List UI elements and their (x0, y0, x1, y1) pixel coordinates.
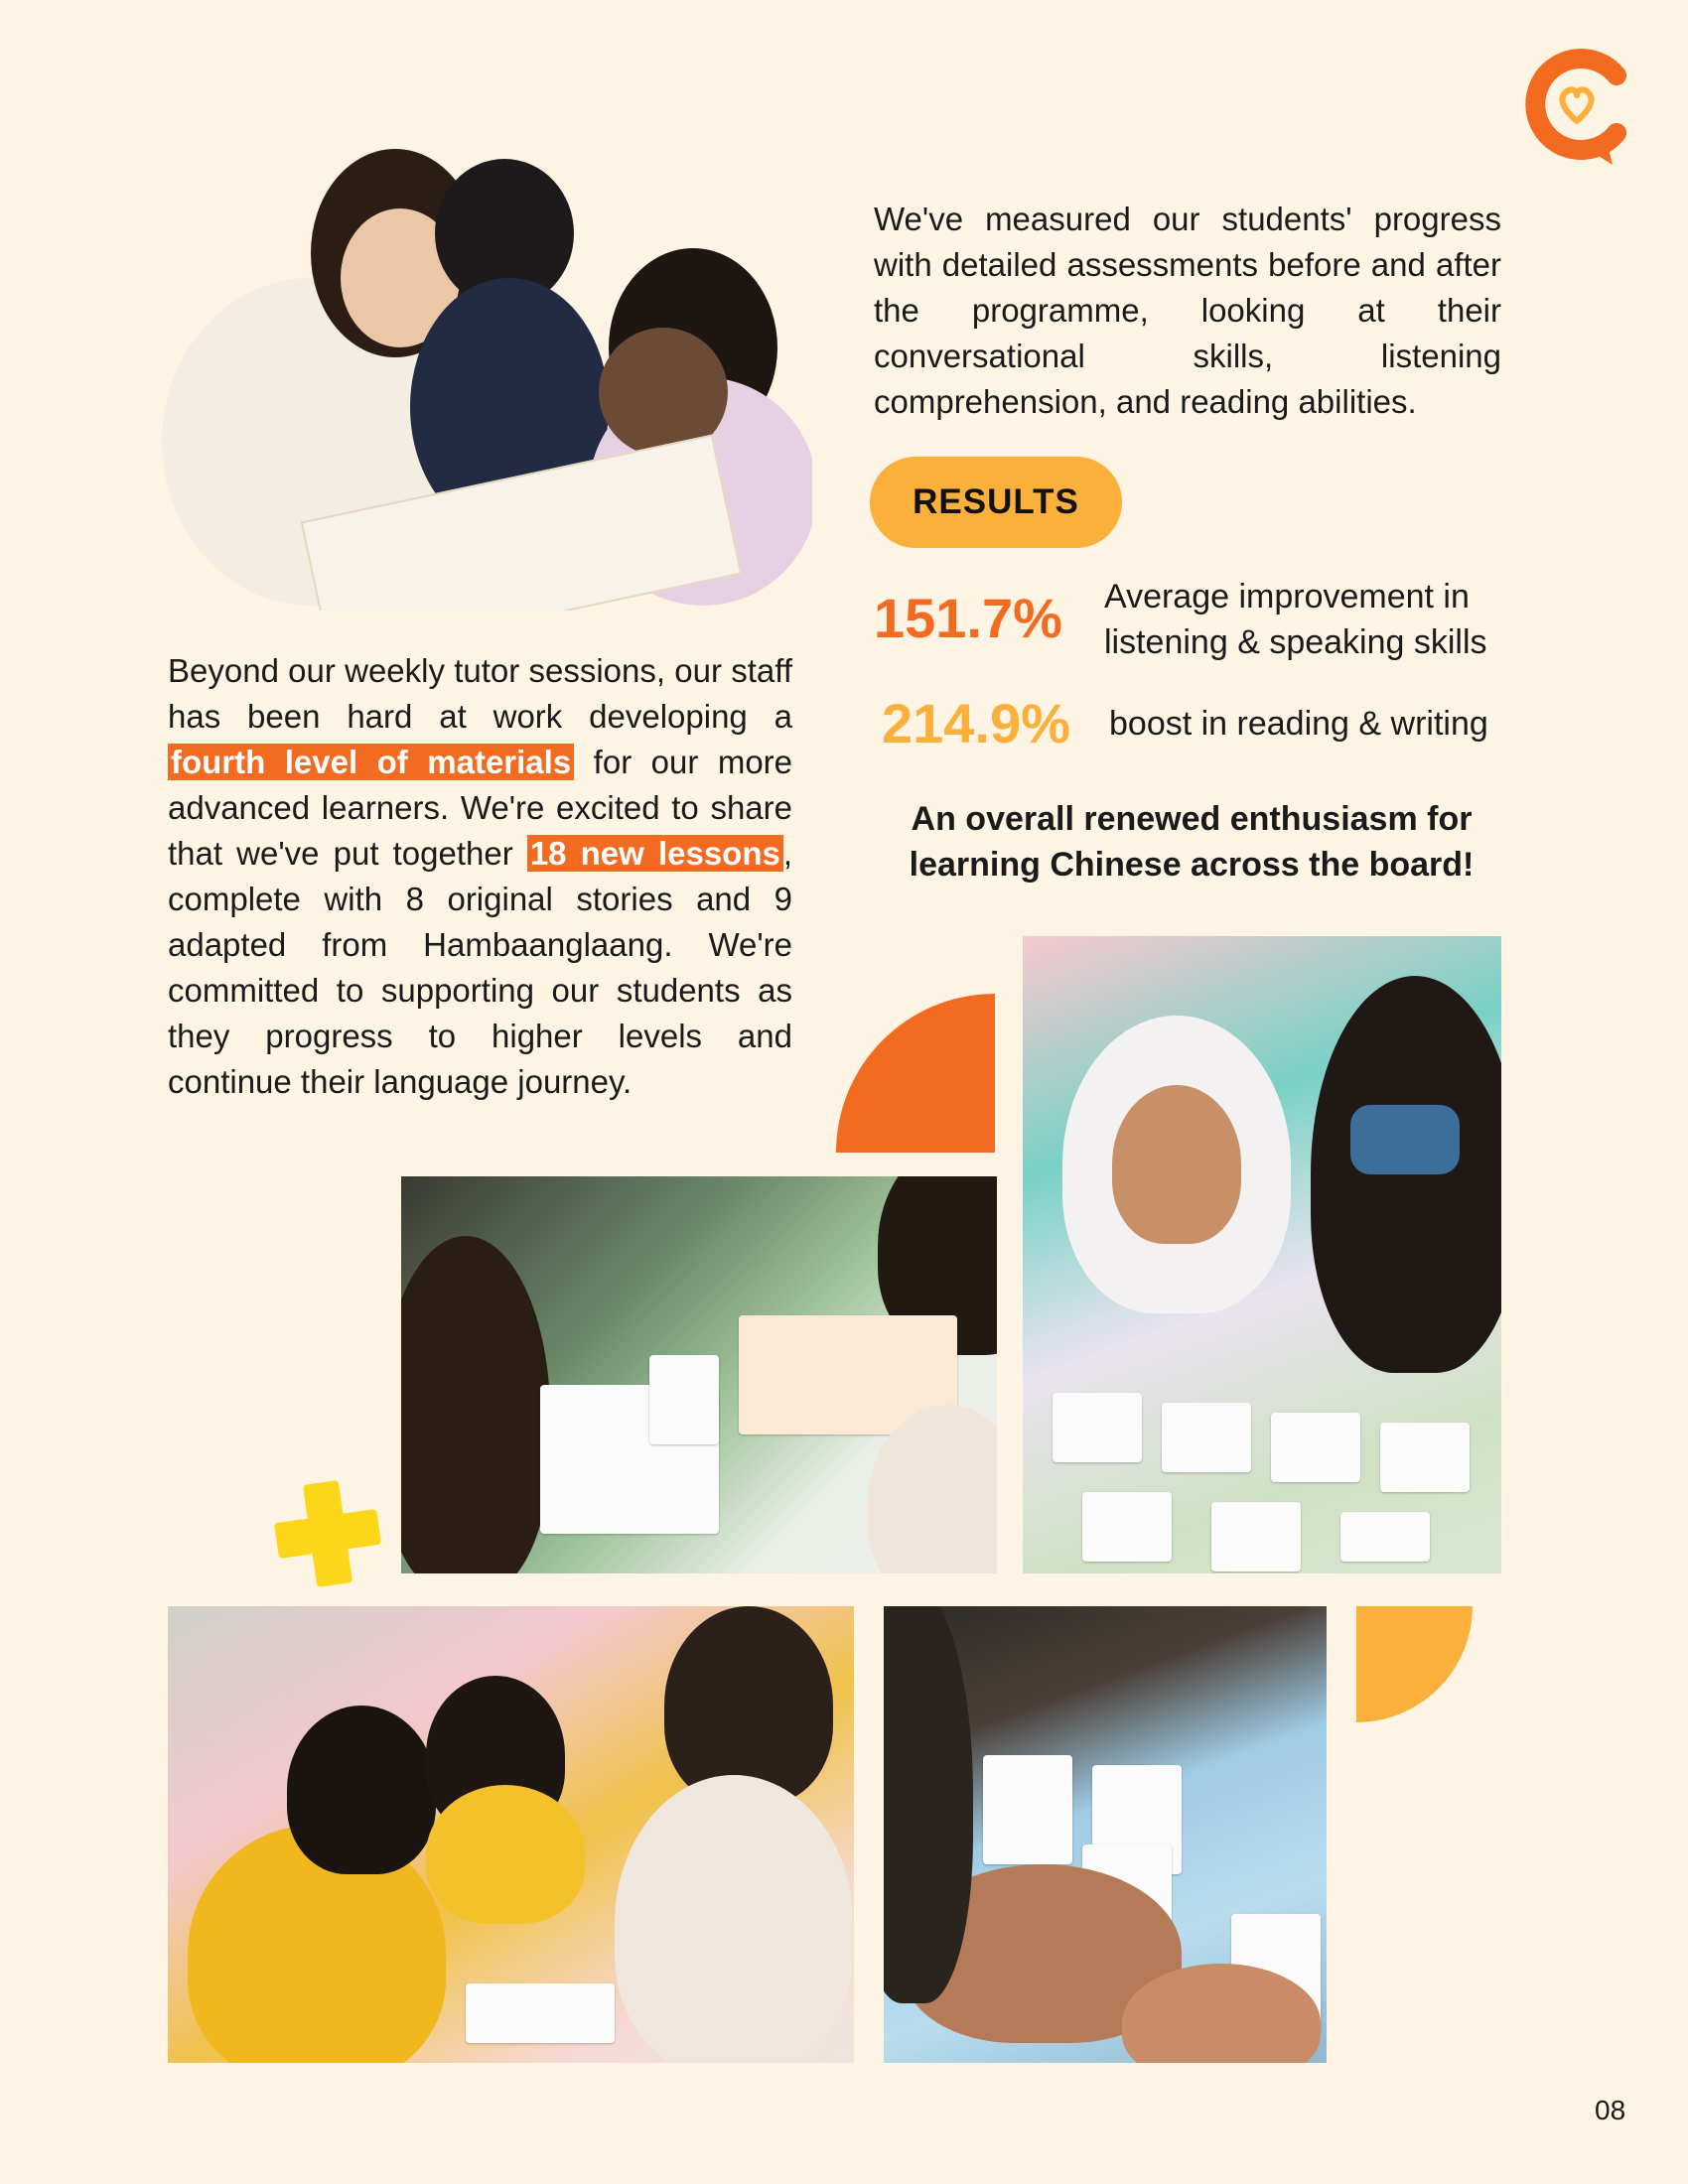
stat-value-listening: 151.7% (874, 587, 1062, 649)
flashcards-closeup-photo (884, 1606, 1327, 2063)
orange-quarter-circle (836, 994, 995, 1153)
body-paragraph (168, 648, 792, 1105)
results-label: RESULTS (870, 457, 1122, 548)
flashcard-table-photo (401, 1176, 997, 1573)
students-reading-photo (162, 149, 812, 611)
amber-quarter-circle (1356, 1606, 1473, 1722)
yellow-plus-shape (268, 1474, 387, 1593)
body-text-2: for our more advanced learners. We're excited to share that we've put together (168, 744, 793, 872)
body-text-1: Beyond our weekly tutor sessions, our staff has been hard at work developing a (168, 652, 792, 735)
intro-paragraph: We've measured our students' progress with detailed assessments before and after the programme, looking at their conversational skills, listening comprehension, and reading abilities. (874, 201, 1501, 420)
highlight-fourth-level: fourth level of materials (168, 744, 574, 780)
classroom-writing-photo (168, 1606, 854, 2063)
stat-description-reading: boost in reading & writing (1109, 705, 1488, 743)
page-number: 08 (1595, 2095, 1626, 2125)
stat-value-reading: 214.9% (882, 692, 1070, 754)
results-summary: An overall renewed enthusiasm for learning Chinese across the board! (909, 800, 1475, 884)
student-matching-cards-photo (1023, 936, 1501, 1573)
body-text-3: , complete with 8 original stories and 9 adapted from Hambaanglaang. We're committed to supporting our students as they progress to higher levels and continue their language journey. (168, 835, 793, 1100)
highlight-new-lessons: 18 new lessons (527, 835, 783, 872)
stat-description-listening: Average improvement in listening & speaking skills (1104, 578, 1487, 661)
speech-bubble-heart-logo (1521, 48, 1632, 167)
